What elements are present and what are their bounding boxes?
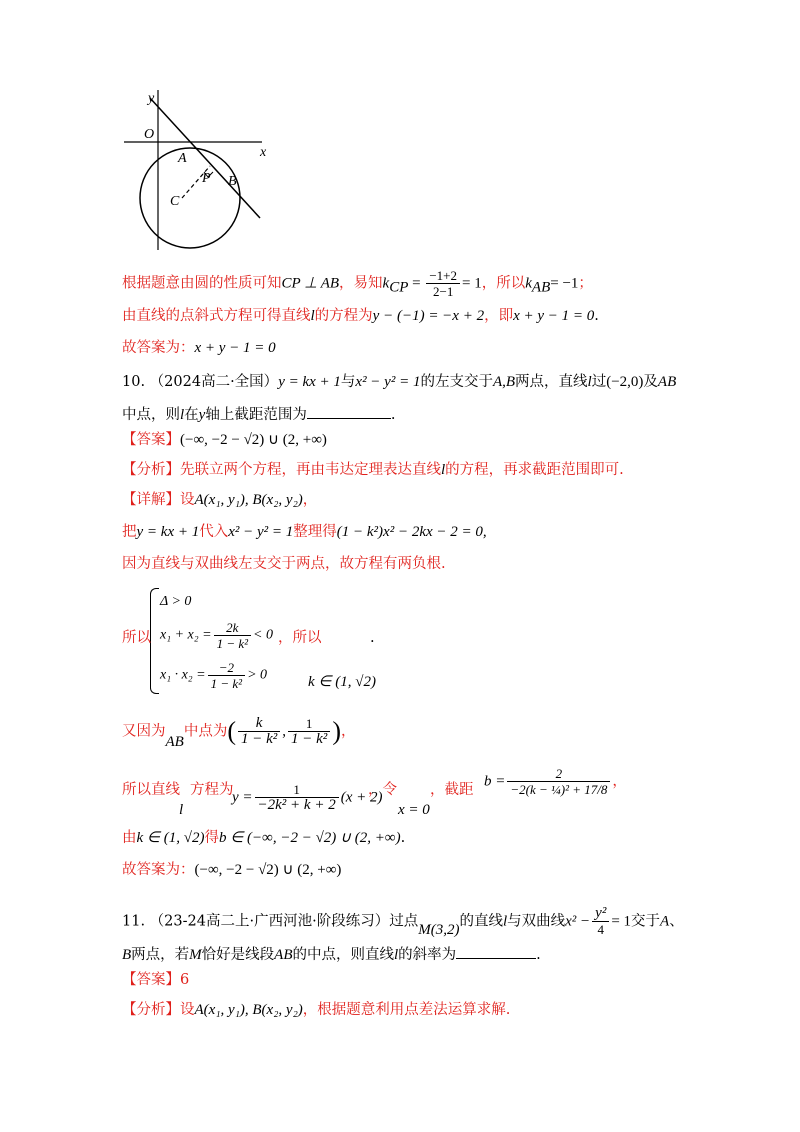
- fraction: [255, 782, 339, 813]
- text: 的中点，则直线: [292, 947, 394, 963]
- detail-tag: 【详解】: [122, 492, 180, 508]
- text: 的方程为: [314, 308, 373, 324]
- math: l: [441, 462, 446, 478]
- math: b =: [484, 773, 506, 790]
- system-brace: [150, 588, 159, 694]
- q11-answer: [122, 970, 189, 990]
- q10-step-3-a: [122, 628, 151, 648]
- q10-answer: [122, 430, 327, 450]
- numerator: −1+2: [426, 268, 460, 284]
- q10-step-7: [122, 860, 341, 880]
- fraction: [288, 716, 330, 747]
- text: ，所以: [278, 630, 322, 646]
- denominator: 1 − k²: [291, 731, 328, 747]
- q10-step-5-b-eq: [484, 766, 627, 797]
- fraction: [426, 268, 460, 299]
- q10-step-4: 又因为AB中点为( $\frac{k}{\text{1 − k²}}$ , $\frac{1}{\text{1 − k²}}$ )，: [122, 715, 356, 750]
- text: 故答案为：: [122, 340, 195, 356]
- text: 把: [122, 524, 137, 540]
- math: l: [179, 802, 184, 818]
- text: .: [370, 630, 375, 646]
- math: CP ⊥ AB: [281, 275, 340, 292]
- text: 所以: [122, 630, 151, 646]
- text: 所以直线: [122, 782, 180, 798]
- text: 的直线: [459, 913, 503, 930]
- answer-math: (−∞, −2 − √2) ∪ (2, +∞): [180, 432, 327, 448]
- math: Δ > 0: [160, 594, 192, 609]
- q10-step-5-x: [398, 800, 430, 820]
- math: l: [310, 308, 315, 324]
- math: y: [198, 407, 206, 423]
- text: 轴上截距范围为: [205, 407, 307, 423]
- text: ，即: [484, 308, 514, 324]
- text: 设: [180, 492, 195, 508]
- text: .: [594, 308, 599, 324]
- math: M(3,2): [418, 921, 460, 938]
- q10-step-3-b: [278, 628, 322, 648]
- q11-stem-line-2: [122, 944, 541, 965]
- prev-line-2: [122, 306, 599, 326]
- math: AB: [165, 733, 184, 750]
- math-sub: AB: [531, 279, 551, 296]
- label-c: C: [170, 194, 180, 209]
- math: k: [382, 275, 390, 292]
- prev-line-1: 根据题意由圆的性质可知CP ⊥ AB，易知$k_{CP}$ = $\frac{-1+2}{2-1}$ = 1，所以$k_{AB}= -1$；: [122, 268, 593, 299]
- text: 的方程，再求截距范围即可.: [445, 462, 624, 478]
- text: ，令: [368, 782, 397, 798]
- text: ，截距: [430, 782, 474, 798]
- label-x: x: [260, 145, 267, 160]
- label-b: B: [228, 174, 237, 189]
- math: l: [587, 374, 592, 390]
- q10-step-2: [122, 554, 446, 574]
- math: x = 0: [398, 802, 430, 818]
- q10-step-3-k: [308, 672, 376, 692]
- prev-line-3: [122, 338, 276, 358]
- text: .: [536, 947, 541, 963]
- answer-tag: 【答案】: [122, 432, 180, 448]
- denominator: −2k² + k + 2: [257, 797, 336, 813]
- fraction: [214, 620, 251, 651]
- text: ，: [612, 773, 627, 790]
- text: 恰好是线段: [201, 947, 275, 963]
- text: 代入: [199, 524, 229, 540]
- q10-detail: [122, 490, 317, 510]
- text: 与双曲线: [507, 913, 566, 930]
- math: x₁ + x₂ =: [160, 627, 212, 643]
- q10-step-5: [122, 780, 180, 800]
- numerator: −2: [208, 660, 245, 676]
- analysis-tag: 【分析】: [122, 462, 180, 478]
- denominator: 1 − k²: [241, 731, 278, 747]
- math: (−∞, −2 − √2) ∪ (2, +∞): [194, 862, 342, 878]
- text: 得: [204, 830, 219, 846]
- text: 的斜率为: [398, 947, 457, 963]
- denominator: −2(k − ¼)² + 17/8: [510, 782, 608, 797]
- answer-blank: [456, 944, 536, 959]
- question-number: 10.: [122, 374, 146, 390]
- math: A: [660, 913, 670, 930]
- denominator: 4: [597, 922, 604, 937]
- text: 交于: [631, 913, 661, 930]
- text: 根据题意由圆的性质可知: [122, 275, 282, 292]
- math: x₁ · x₂ =: [160, 667, 206, 683]
- text: 及: [643, 374, 658, 390]
- text: ，: [340, 723, 356, 740]
- math: l: [180, 407, 185, 423]
- answer-blank: [307, 404, 391, 419]
- math: A(x₁, y₁), B(x₂, y₂): [194, 1002, 303, 1018]
- circle-c: [140, 148, 240, 248]
- math: = −1: [550, 275, 579, 292]
- q10-stem-line-1: [122, 372, 676, 392]
- q10-step-5-int: [430, 780, 474, 800]
- math: B: [122, 947, 132, 963]
- text: 、: [669, 913, 684, 930]
- fraction: [507, 766, 610, 797]
- text: 故答案为：: [122, 862, 195, 878]
- text: ，易知: [339, 275, 383, 292]
- numerator: 1: [288, 716, 330, 732]
- math: y − (−1) = −x + 2: [372, 308, 485, 324]
- question-source: （23-24高二上·广西河池·阶段练习）过点: [149, 913, 419, 930]
- math: k: [525, 275, 532, 292]
- math: A,B: [492, 374, 516, 390]
- text: 先联立两个方程，再由韦达定理表达直线: [180, 462, 441, 478]
- text: ，根据题意利用点差法运算求解.: [302, 1002, 511, 1018]
- math: x + y − 1 = 0: [194, 340, 276, 356]
- math: x² −: [565, 913, 591, 930]
- label-y: y: [148, 91, 155, 106]
- math: (−2,0): [606, 374, 644, 390]
- analysis-tag: 【分析】: [122, 1002, 180, 1018]
- question-source: （2024高二·全国）: [149, 374, 279, 390]
- text: 中点为: [183, 723, 228, 740]
- geometry-figure: [120, 88, 280, 253]
- numerator: 2k: [214, 620, 251, 636]
- text: 两点，直线: [515, 374, 588, 390]
- math: y =: [232, 789, 253, 806]
- text: 方程为: [190, 782, 234, 798]
- math: k ∈ (1, √2): [308, 674, 376, 690]
- answer-value: 6: [180, 972, 190, 988]
- math: M: [189, 947, 202, 963]
- text: .: [400, 830, 406, 846]
- text: 因为直线与双曲线左支交于两点，故方程有两负根.: [122, 556, 446, 572]
- math: AB: [657, 374, 677, 390]
- fraction: [238, 716, 280, 747]
- q10-step-3-c: [370, 628, 375, 648]
- q10-step-5-l: [179, 800, 183, 820]
- label-p: P: [202, 171, 211, 186]
- system-row-3: [160, 660, 267, 691]
- line-ab: [150, 98, 260, 218]
- text: 与: [340, 374, 356, 390]
- text: 整理得: [293, 524, 337, 540]
- text: ，所以: [481, 275, 526, 292]
- numerator: 2: [507, 766, 610, 782]
- text: 由: [122, 830, 137, 846]
- q10-analysis: [122, 460, 624, 480]
- math: b ∈ (−∞, −2 − √2) ∪ (2, +∞): [218, 830, 401, 846]
- q11-analysis: [122, 1000, 510, 1020]
- q10-step-6: [122, 828, 405, 848]
- text: 的左支交于: [420, 374, 493, 390]
- text: 过: [591, 374, 607, 390]
- numerator: y²: [592, 906, 609, 922]
- text: .: [390, 407, 396, 423]
- math: < 0: [253, 627, 273, 643]
- math: l: [394, 947, 399, 963]
- numerator: k: [238, 716, 280, 732]
- math-sub: CP: [389, 279, 409, 296]
- math: = 1: [611, 913, 632, 930]
- question-number: 11.: [122, 913, 146, 930]
- label-o: O: [144, 127, 155, 142]
- math: AB: [274, 947, 293, 963]
- math: y = kx + 1: [136, 524, 200, 540]
- q10-stem-line-2: [122, 404, 395, 425]
- text: 在: [184, 407, 199, 423]
- math: = 1: [462, 275, 482, 292]
- math: x² − y² = 1: [228, 524, 294, 540]
- q11-stem-line-1: [122, 906, 684, 937]
- text: ；: [578, 275, 593, 292]
- numerator: 1: [255, 782, 339, 798]
- math: l: [502, 913, 508, 930]
- q10-step-5-eq: [232, 782, 383, 813]
- text: ，: [302, 492, 318, 508]
- math: y = kx + 1: [278, 374, 341, 390]
- system-row-1: [160, 594, 191, 610]
- math: (x + 2): [340, 789, 383, 806]
- label-a: A: [178, 151, 187, 166]
- math: (1 − k²)x² − 2kx − 2 = 0,: [336, 524, 487, 540]
- denominator: 2−1: [433, 284, 454, 299]
- text: 设: [180, 1002, 195, 1018]
- denominator: 1 − k²: [216, 636, 249, 651]
- text: 两点，若: [131, 947, 190, 963]
- system-row-2: [160, 620, 273, 651]
- text: 由直线的点斜式方程可得直线: [122, 308, 311, 324]
- math: A(x₁, y₁), B(x₂, y₂): [194, 492, 303, 508]
- math: k ∈ (1, √2): [136, 830, 205, 846]
- text: 又因为: [122, 723, 166, 740]
- fraction: [208, 660, 245, 691]
- q10-step-5-let: [368, 780, 397, 800]
- math: > 0: [247, 667, 268, 683]
- fraction: [592, 906, 609, 937]
- denominator: 1 − k²: [210, 676, 243, 691]
- text: 中点，则: [122, 407, 180, 423]
- answer-tag: 【答案】: [122, 972, 180, 988]
- math: x + y − 1 = 0: [513, 308, 595, 324]
- q10-step-1: [122, 522, 487, 542]
- q10-step-5-b: [190, 780, 234, 800]
- math: x² − y² = 1: [355, 374, 421, 390]
